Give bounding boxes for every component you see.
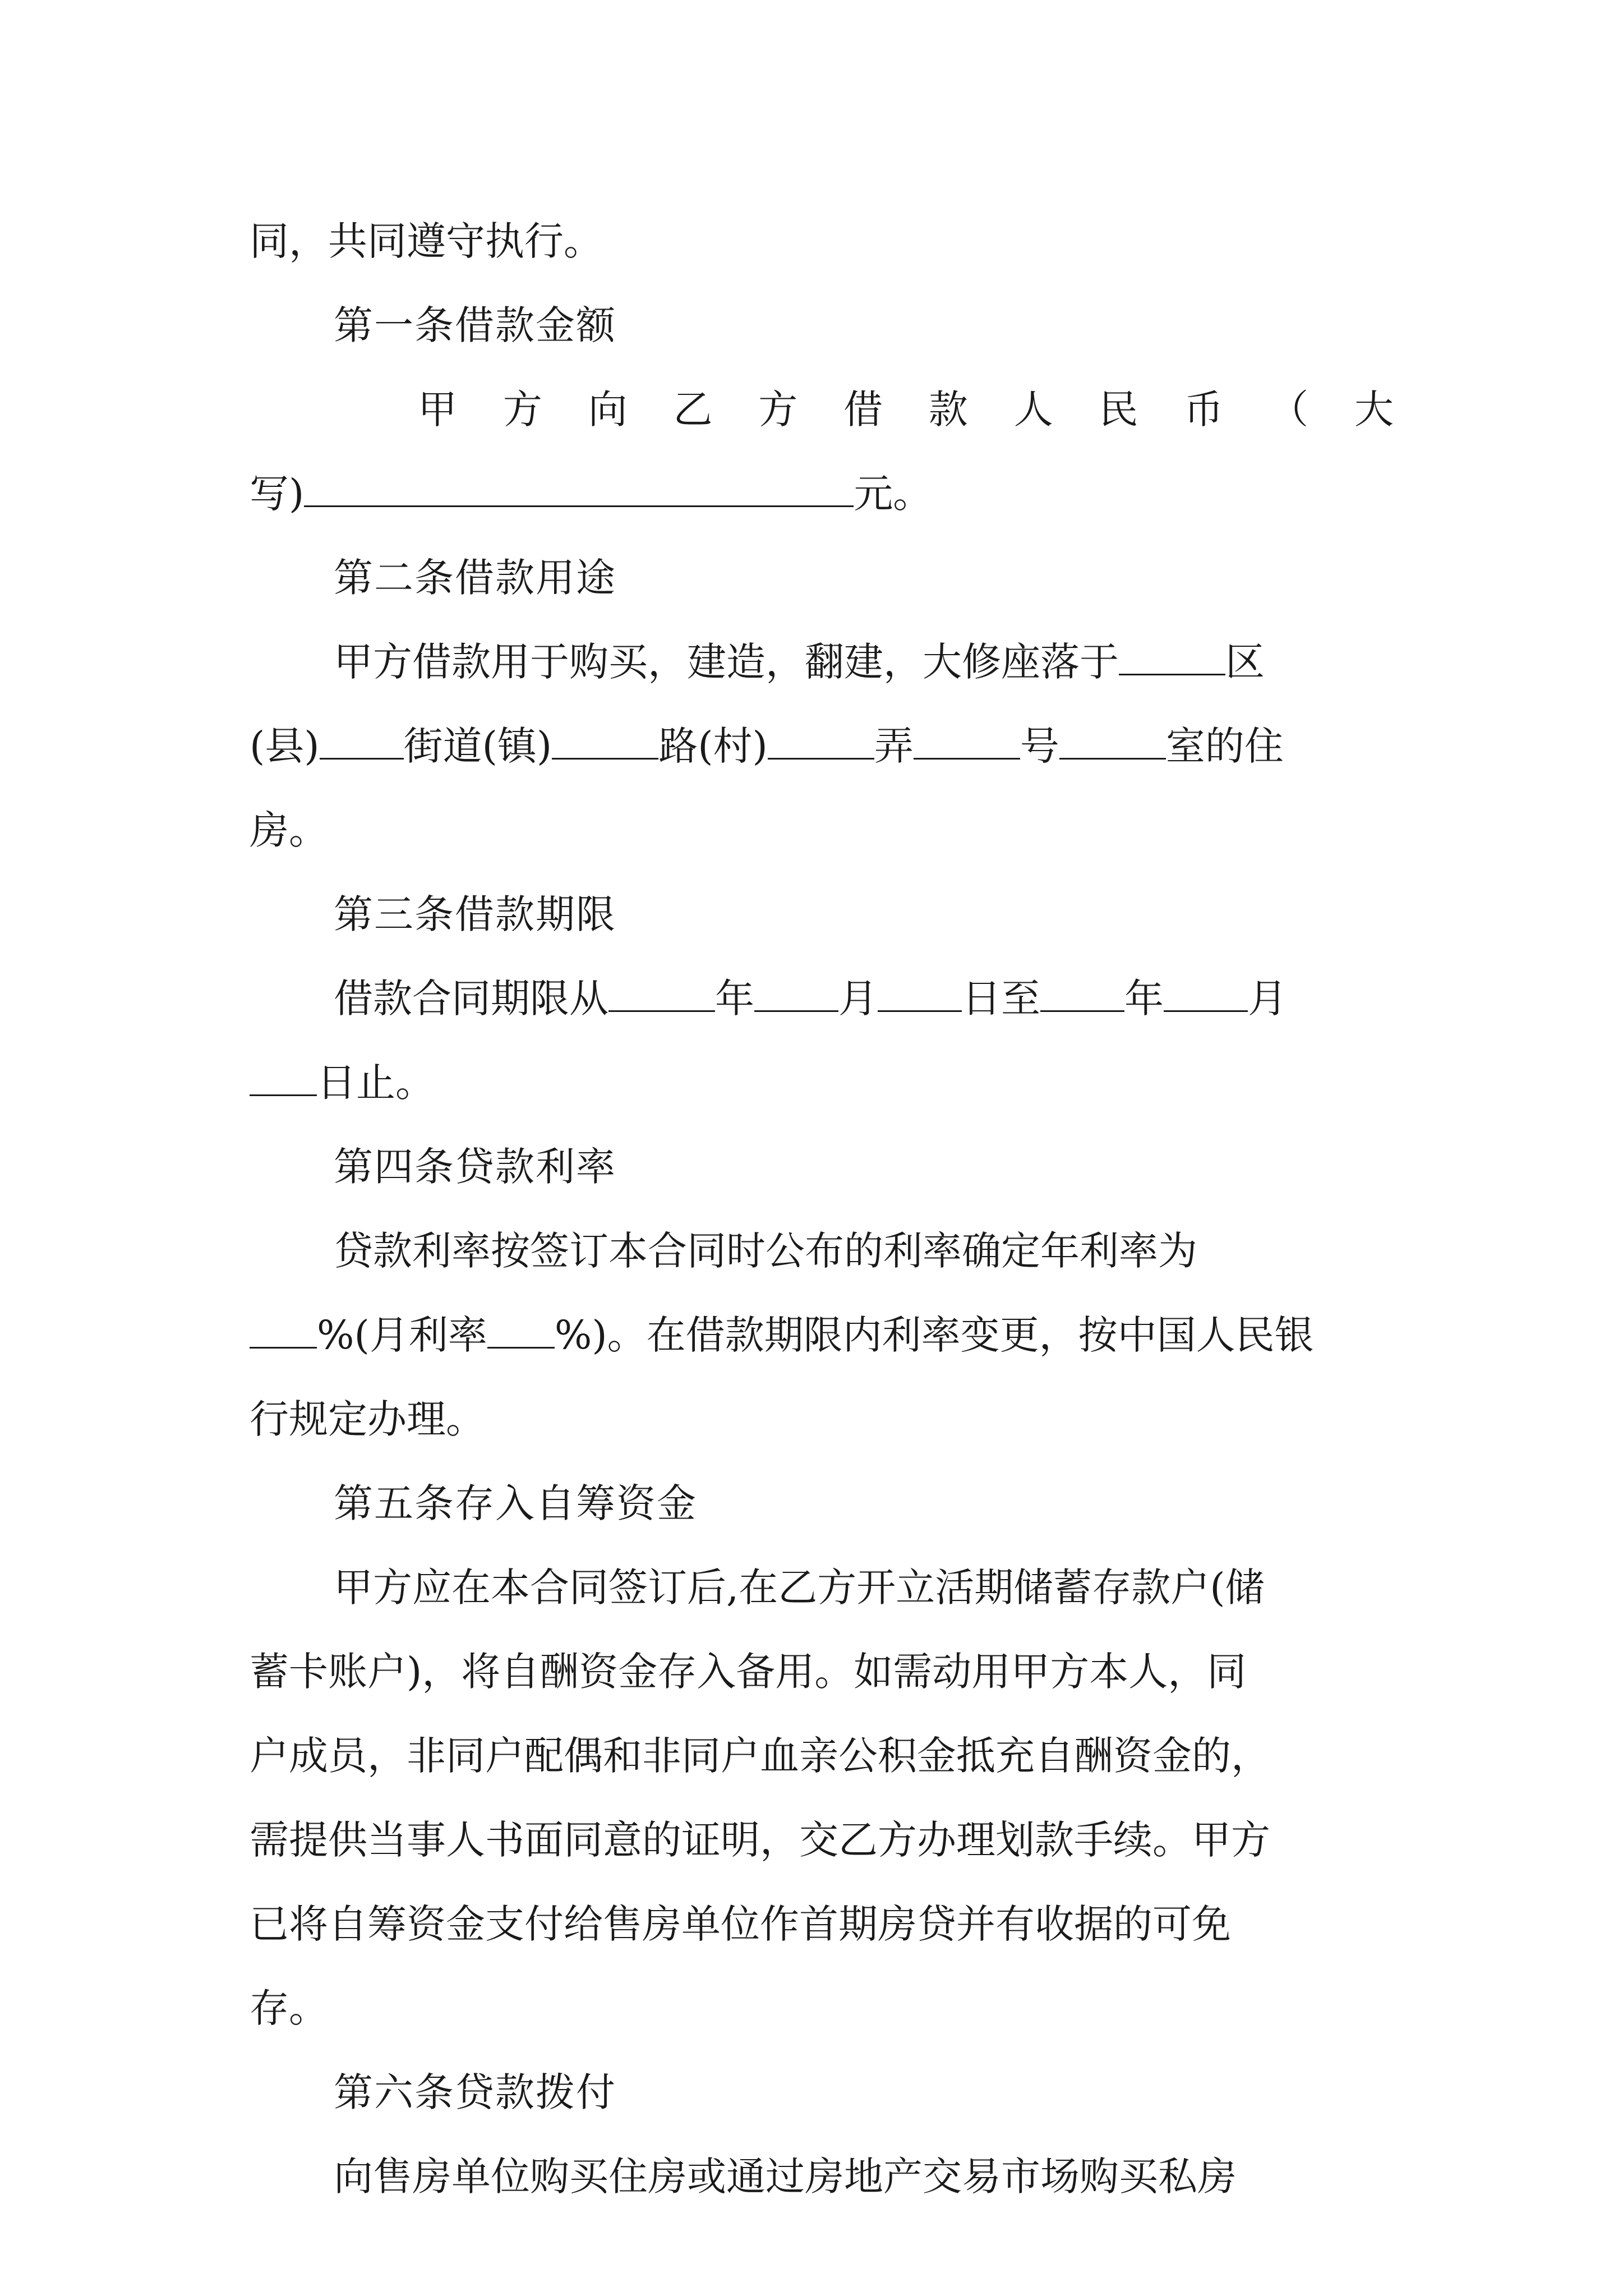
blank-amount[interactable] [304, 471, 854, 507]
clause-heading-5: 第五条存入自筹资金 [334, 1480, 697, 1526]
text-line: 存。 [250, 1985, 328, 2031]
text-line: 甲方借款用于购买，建造，翻建，大修座落于 区 [334, 639, 1265, 685]
text-line: 写) 元。 [250, 471, 933, 517]
text-line-spaced: 甲 方 向 乙 方 借 款 人 民 币 （ 大 [418, 386, 1394, 432]
text-line: 户成员，非同户配偶和非同户血亲公积金抵充自酬资金的， [250, 1733, 1270, 1779]
text-line: 同，共同遵守执行。 [250, 218, 603, 264]
text-line: 甲方应在本合同签订后,在乙方开立活期储蓄存款户(储 [334, 1565, 1265, 1611]
text-line: 借款合同期限从 年 月 日至 年 月 [334, 976, 1287, 1022]
text-line: 向售房单位购买住房或通过房地产交易市场购买私房 [334, 2154, 1237, 2200]
document-body [250, 199, 1394, 2219]
blank-end-year[interactable] [1040, 976, 1124, 1012]
text-line: 贷款利率按签订本合同时公布的利率确定年利率为 [334, 1228, 1197, 1274]
clause-heading-6: 第六条贷款拨付 [334, 2069, 616, 2115]
text-line: 行规定办理。 [250, 1396, 485, 1442]
blank-annual-rate[interactable] [250, 1312, 317, 1349]
clause-heading-3: 第三条借款期限 [334, 891, 616, 937]
text-line: 已将自筹资金支付给售房单位作首期房贷并有收据的可免 [250, 1901, 1231, 1947]
text-line: 日止。 [250, 1041, 1394, 1125]
blank-start-day[interactable] [878, 976, 962, 1012]
blank-road[interactable] [768, 723, 874, 760]
blank-number[interactable] [1059, 723, 1166, 760]
text-line: 房。 [250, 807, 328, 853]
clause-heading-2: 第二条借款用途 [334, 555, 616, 601]
clause-heading-4: 第四条贷款利率 [334, 1144, 616, 1190]
blank-end-day[interactable] [250, 1060, 317, 1096]
text-line: (县) 街道(镇) 路(村) 弄 号 室的住 [250, 723, 1284, 769]
blank-district[interactable] [1119, 639, 1225, 675]
text-line: %(月利率 %)。在借款期限内利率变更，按中国人民银 [250, 1293, 1394, 1377]
blank-county[interactable] [320, 723, 404, 760]
blank-lane[interactable] [914, 723, 1020, 760]
blank-start-year[interactable] [608, 976, 715, 1012]
blank-start-month[interactable] [754, 976, 838, 1012]
clause-heading-1: 第一条借款金额 [334, 302, 616, 348]
blank-street[interactable] [552, 723, 658, 760]
blank-end-month[interactable] [1164, 976, 1248, 1012]
blank-monthly-rate[interactable] [487, 1312, 555, 1349]
text-line: 蓄卡账户)，将自酬资金存入备用。如需动用甲方本人，同 [250, 1649, 1247, 1695]
text-line: 需提供当事人书面同意的证明，交乙方办理划款手续。甲方 [250, 1817, 1270, 1863]
